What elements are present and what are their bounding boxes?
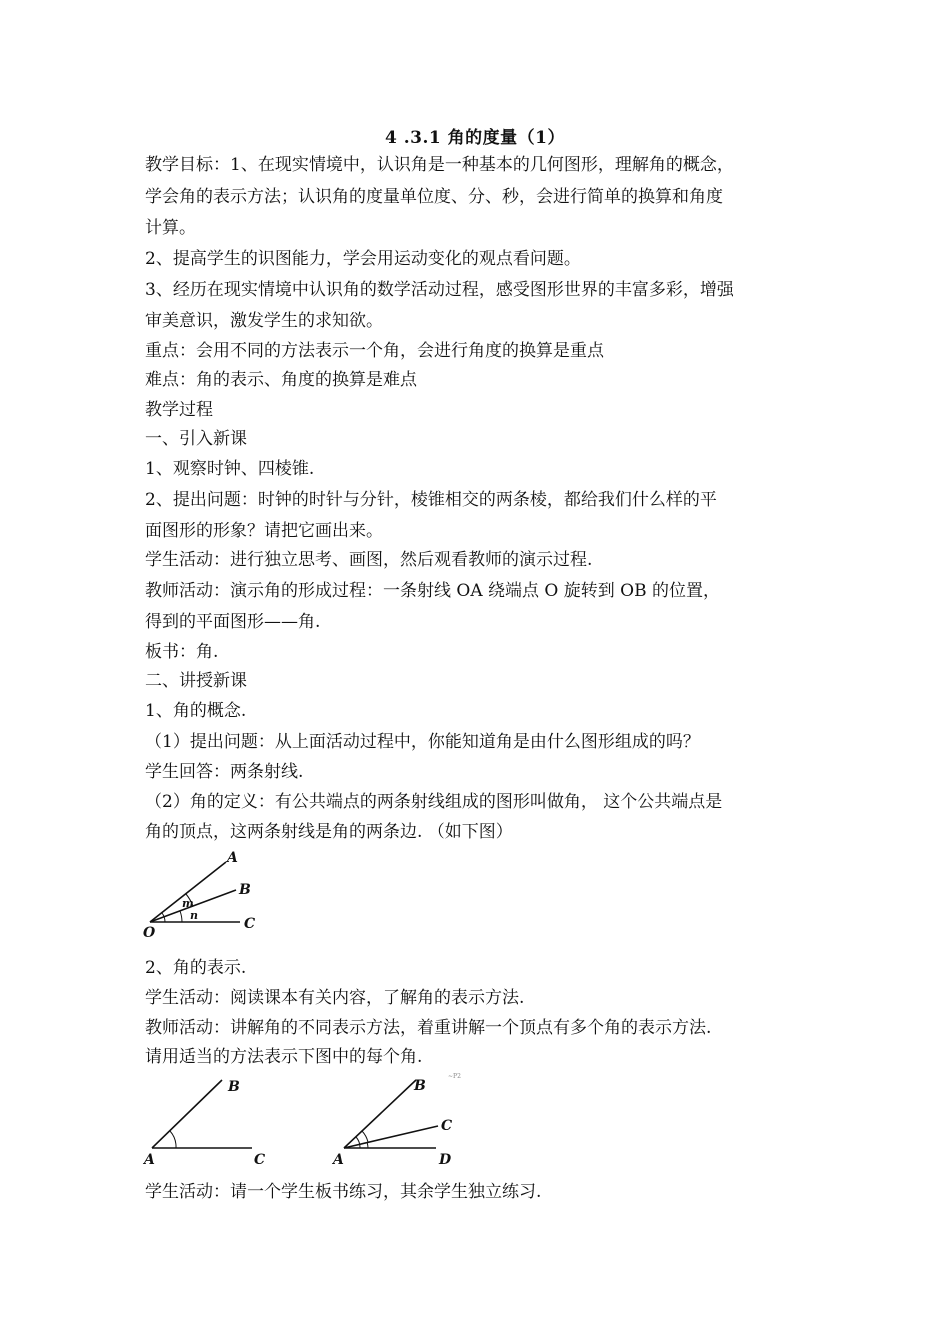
section-heading-process: 教学过程 — [145, 400, 213, 420]
label-n: n — [190, 909, 198, 922]
angle-figure-omn — [140, 848, 270, 944]
label-a: A — [333, 1152, 344, 1168]
key-point: 重点：会用不同的方法表示一个角，会进行角度的换算是重点 — [145, 341, 604, 361]
section-heading-new: 二、讲授新课 — [145, 671, 247, 691]
representation-heading: 2、角的表示. — [145, 958, 247, 978]
student-answer: 学生回答：两条射线. — [145, 762, 304, 782]
section-heading-intro: 一、引入新课 — [145, 429, 247, 449]
definition-line-2: 角的顶点，这两条射线是角的两条边. （如下图） — [145, 822, 513, 842]
student-activity-2: 学生活动：阅读课本有关内容，了解角的表示方法. — [145, 988, 525, 1008]
intro-item-1: 1、观察时钟、四棱锥. — [145, 459, 315, 479]
label-a: A — [144, 1152, 155, 1168]
label-b: B — [228, 1079, 240, 1095]
teacher-activity-1-line-1: 教师活动：演示角的形成过程：一条射线 OA 绕端点 O 旋转到 OB 的位置， — [145, 581, 721, 601]
student-activity-3: 学生活动：请一个学生板书练习，其余学生独立练习. — [145, 1182, 542, 1202]
objective-3-line-1: 3、经历在现实情境中认识角的数学活动过程，感受图形世界的丰富多彩，增强 — [145, 280, 734, 300]
label-c: C — [244, 916, 256, 932]
angle-figure-bacd — [328, 1068, 468, 1172]
difficulty: 难点：角的表示、角度的换算是难点 — [145, 370, 417, 390]
objective-line-1: 教学目标：1、在现实情境中，认识角是一种基本的几何图形，理解角的概念， — [145, 155, 734, 175]
board-note: 板书：角. — [145, 642, 219, 662]
label-d: D — [439, 1152, 452, 1168]
label-a: A — [227, 850, 238, 866]
concept-heading: 1、角的概念. — [145, 701, 247, 721]
label-c: C — [254, 1152, 266, 1168]
objective-line-3: 计算。 — [145, 218, 196, 238]
concept-question: （1）提出问题：从上面活动过程中，你能知道角是由什么图形组成的吗？ — [145, 732, 700, 752]
student-activity-1: 学生活动：进行独立思考、画图，然后观看教师的演示过程. — [145, 550, 593, 570]
exercise-prompt: 请用适当的方法表示下图中的每个角. — [145, 1047, 423, 1067]
definition-line-1: （2）角的定义：有公共端点的两条射线组成的图形叫做角， 这个公共端点是 — [145, 792, 723, 812]
label-b: B — [239, 882, 251, 898]
intro-item-2-line-2: 面图形的形象？请把它画出来。 — [145, 521, 383, 541]
scan-mark: ~P2 — [448, 1073, 461, 1080]
label-m: m — [182, 897, 194, 910]
label-c: C — [441, 1118, 453, 1134]
teacher-activity-1-line-2: 得到的平面图形——角. — [145, 612, 321, 632]
label-o: O — [143, 925, 156, 940]
intro-item-2-line-1: 2、提出问题：时钟的时针与分针，棱锥相交的两条棱，都给我们什么样的平 — [145, 490, 717, 510]
objective-2: 2、提高学生的识图能力，学会用运动变化的观点看问题。 — [145, 249, 581, 269]
objective-line-2: 学会角的表示方法；认识角的度量单位度、分、秒，会进行简单的换算和角度 — [145, 187, 723, 207]
teacher-activity-2: 教师活动：讲解角的不同表示方法，着重讲解一个顶点有多个角的表示方法. — [145, 1018, 712, 1038]
page-title: 4 .3.1 角的度量（1） — [385, 128, 565, 148]
label-b: B — [414, 1078, 426, 1094]
angle-figure-bac — [140, 1072, 280, 1172]
objective-3-line-2: 审美意识，激发学生的求知欲。 — [145, 311, 383, 331]
